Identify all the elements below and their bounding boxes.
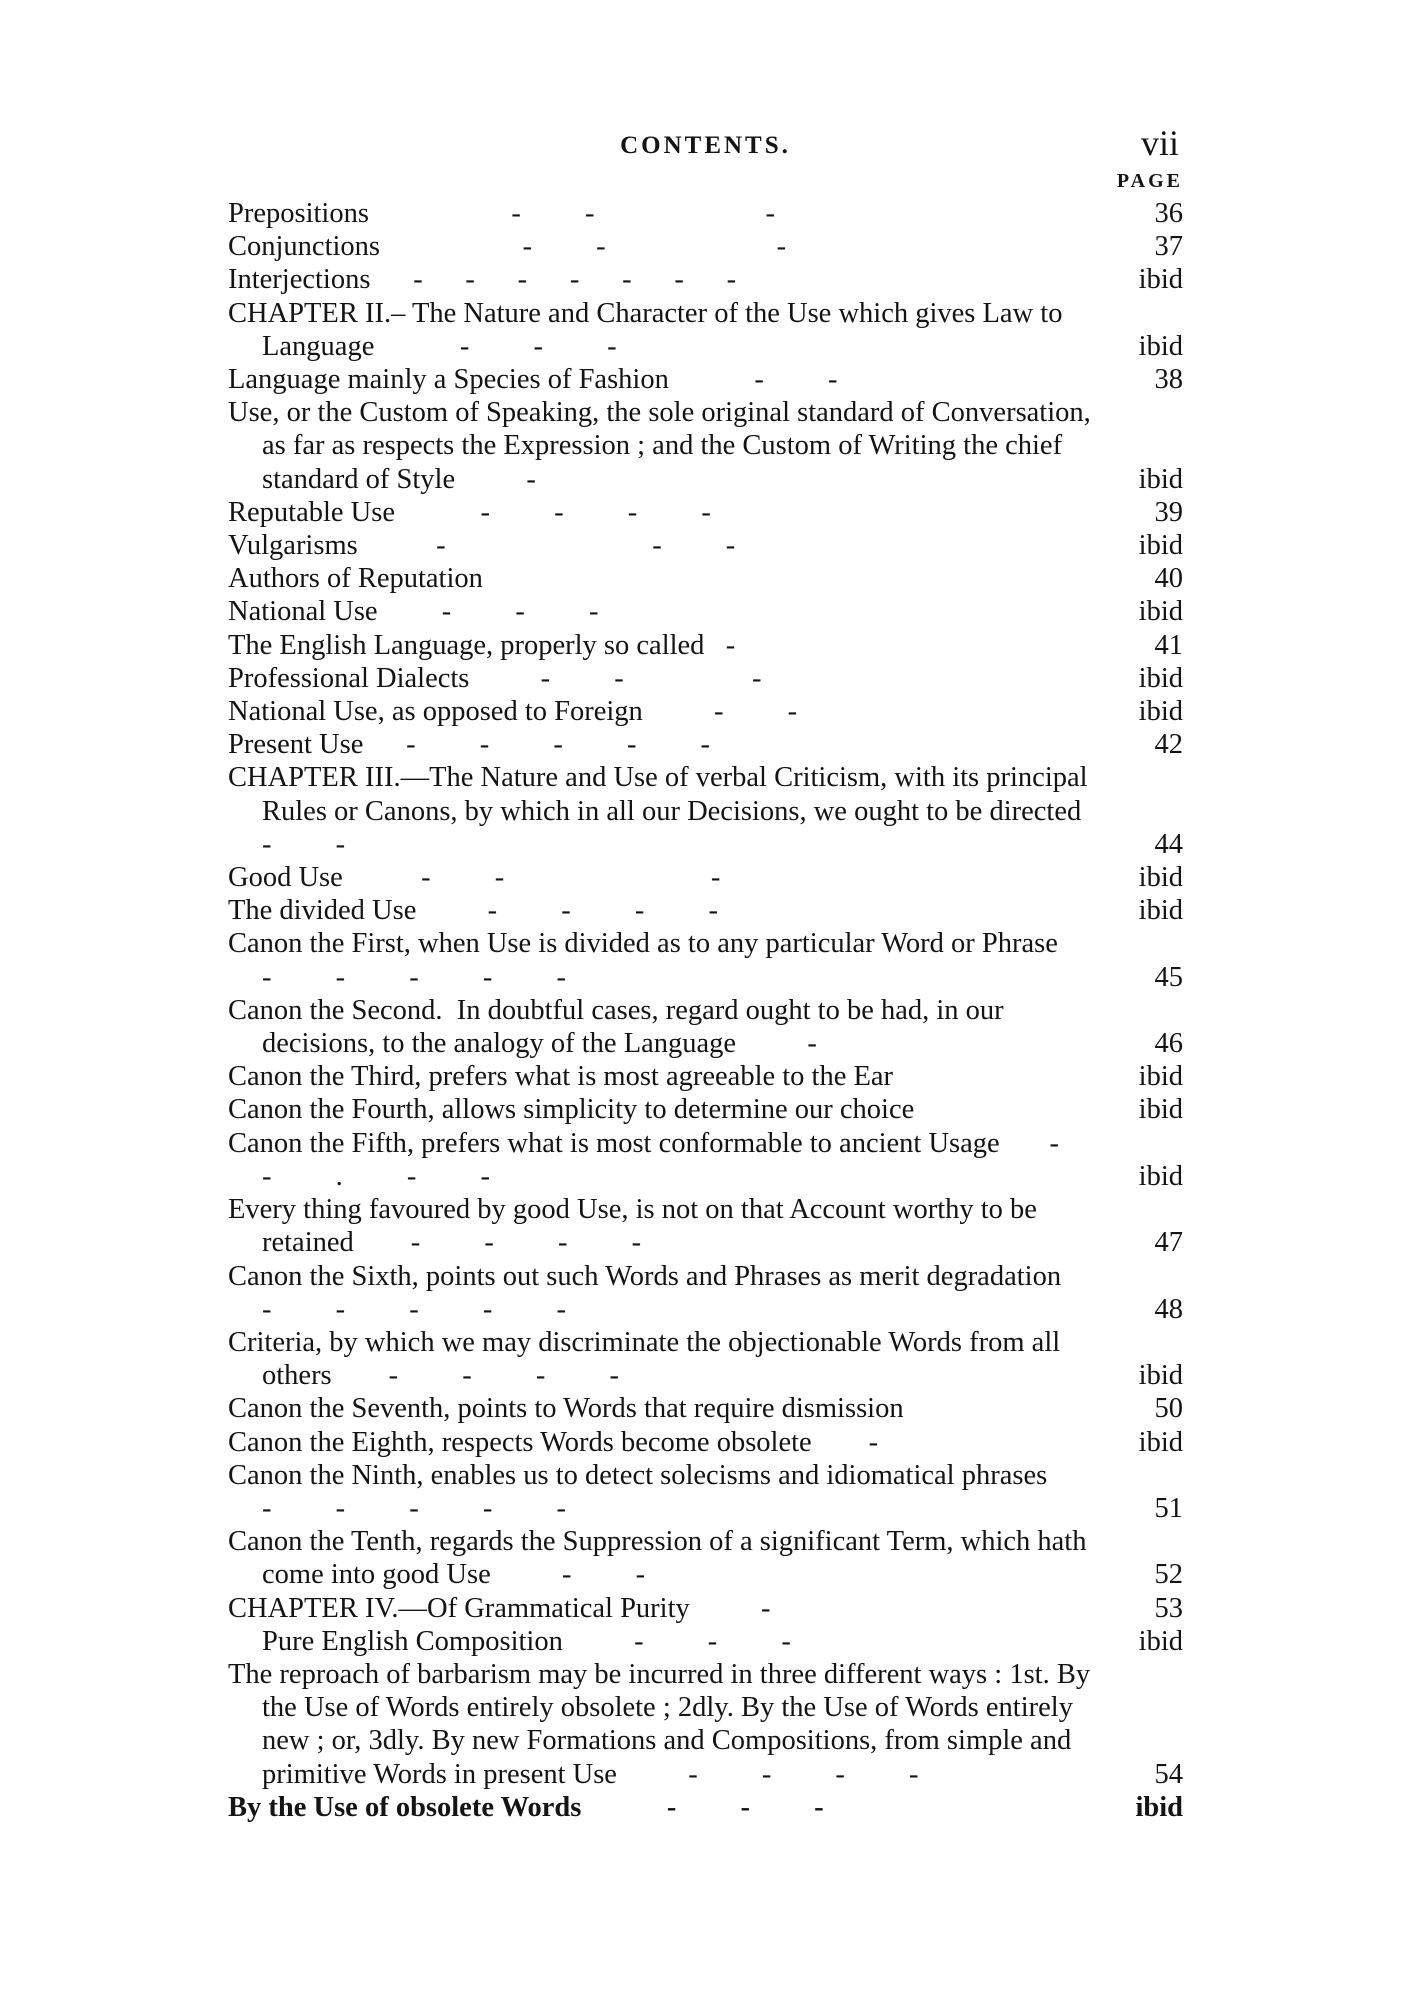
toc-entry-title: Canon the Third, prefers what is most agreeable to the Ear: [228, 1061, 894, 1093]
toc-entry-title: The divided Use - - - -: [228, 895, 718, 927]
toc-entry-title: The reproach of barbarism may be incurred in three different ways : 1st. By the Use of Words entirely obsolete ; 2dly. By the Use of Words entirely new ; or, 3dly. By new Formations and Compositions, from simple and primitive Words in present Use - - - -: [228, 1658, 1098, 1790]
toc-entry-page: 48: [1154, 1293, 1183, 1325]
toc-entry-title: CHAPTER III.—The Nature and Use of verbal Criticism, with its principal Rules or Canons, by which in all our Decisions, we ought to be directed - -: [228, 762, 1174, 860]
toc-entry: [228, 1093, 1183, 1126]
toc-entry-title: Conjunctions - - -: [228, 231, 787, 263]
toc-entry-page: ibid: [1135, 1791, 1183, 1823]
page-column-label: PAGE: [1116, 170, 1183, 192]
toc-entry: [228, 1193, 1183, 1259]
toc-entry-title: By the Use of obsolete Words - - -: [228, 1791, 824, 1823]
toc-entry: [228, 562, 1183, 595]
toc-entry-page: 38: [1154, 364, 1183, 396]
toc-entry: [228, 662, 1183, 695]
toc-entry-page: ibid: [1138, 696, 1183, 728]
toc-entry-title: Interjections - - - - - - -: [228, 264, 737, 296]
toc-entry-page: 45: [1154, 961, 1183, 993]
toc-entry-title: Canon the First, when Use is divided as to any particular Word or Phrase - - - - -: [228, 928, 1115, 993]
toc-entry-page: ibid: [1138, 1625, 1183, 1657]
toc-entry: [228, 595, 1183, 628]
toc-entry-title: Professional Dialects - - -: [228, 662, 762, 694]
toc-entry-page: 53: [1154, 1592, 1183, 1624]
toc-entry-title: Vulgarisms - - -: [228, 530, 736, 562]
toc-entry-title: Canon the Second. In doubtful cases, regard ought to be had, in our decisions, to the analogy of the Language -: [228, 994, 1011, 1060]
toc-entry: [228, 695, 1183, 728]
toc-entry-page: ibid: [1138, 895, 1183, 927]
toc-entry: [228, 1791, 1183, 1824]
toc-entry: [228, 1060, 1183, 1093]
toc-entry-page: 39: [1154, 496, 1183, 528]
toc-entry: [228, 1592, 1183, 1625]
toc-entry: [228, 1625, 1183, 1658]
running-title: CONTENTS.: [620, 132, 791, 159]
toc-entry-page: ibid: [1138, 1160, 1183, 1192]
toc-entry: [228, 263, 1183, 296]
toc-entry: [228, 1326, 1183, 1392]
toc-entry-title: Authors of Reputation: [228, 563, 483, 595]
toc-entry-page: ibid: [1138, 463, 1183, 495]
toc-entry-title: Pure English Composition - - -: [262, 1625, 791, 1657]
toc-entry-page: ibid: [1138, 1061, 1183, 1093]
toc-entry: [228, 297, 1183, 363]
toc-entry: [228, 1260, 1183, 1326]
toc-entry-title: National Use - - -: [228, 596, 599, 628]
toc-entry-page: ibid: [1138, 1426, 1183, 1458]
toc-entry: [228, 197, 1183, 230]
toc-entry-page: 36: [1154, 198, 1183, 229]
toc-entry: [228, 496, 1183, 529]
toc-entry-title: Canon the Seventh, points to Words that require dismission: [228, 1393, 904, 1425]
toc-entry: [228, 1127, 1183, 1193]
toc-entry-title: Canon the Fifth, prefers what is most conformable to ancient Usage - - . - -: [228, 1127, 1124, 1192]
toc-entry-title: Canon the Eighth, respects Words become obsolete -: [228, 1426, 879, 1458]
toc-entry-page: 47: [1154, 1227, 1183, 1259]
toc-entry: [228, 1658, 1183, 1791]
page-number: vii: [1140, 123, 1179, 163]
toc-entry: [228, 1426, 1183, 1459]
toc-entry-title: Canon the Tenth, regards the Suppression of a significant Term, which hath come into good Use - -: [228, 1526, 1094, 1591]
toc-entry-title: CHAPTER IV.—Of Grammatical Purity -: [228, 1592, 771, 1624]
toc-entry-title: Canon the Fourth, allows simplicity to determine our choice: [228, 1094, 915, 1126]
toc-entry: [228, 728, 1183, 761]
toc-entry-title: CHAPTER II.– The Nature and Character of the Use which gives Law to Language - - -: [228, 297, 1070, 362]
table-of-contents: [228, 197, 1183, 1824]
toc-entry-title: Use, or the Custom of Speaking, the sole original standard of Conversation, as far as respects the Expression ; and the Custom of Writing the chief standard of Style -: [228, 397, 1098, 495]
toc-entry-title: The English Language, properly so called -: [228, 629, 736, 661]
toc-entry-title: Good Use - - -: [228, 862, 721, 894]
toc-entry-page: 42: [1154, 729, 1183, 761]
toc-entry-page: ibid: [1138, 530, 1183, 562]
toc-entry: [228, 629, 1183, 662]
toc-entry-title: Present Use - - - - -: [228, 729, 711, 761]
toc-entry-page: 46: [1154, 1028, 1183, 1060]
toc-entry-page: ibid: [1138, 1094, 1183, 1126]
toc-entry: [228, 230, 1183, 263]
toc-entry: [228, 994, 1183, 1060]
toc-entry: [228, 396, 1183, 496]
toc-entry-title: Prepositions - - -: [228, 198, 776, 229]
toc-entry-title: Criteria, by which we may discriminate the objectionable Words from all others - - - -: [228, 1326, 1068, 1392]
toc-entry-page: 44: [1154, 828, 1183, 860]
toc-entry: [228, 1392, 1183, 1425]
toc-entry-page: 52: [1154, 1559, 1183, 1591]
toc-entry-page: ibid: [1138, 330, 1183, 362]
toc-entry-page: ibid: [1138, 264, 1183, 296]
toc-entry-page: 40: [1154, 563, 1183, 595]
page-header: [228, 123, 1183, 192]
toc-entry-page: 41: [1154, 629, 1183, 661]
toc-entry-title: Every thing favoured by good Use, is not on that Account worthy to be retained - - - -: [228, 1194, 1045, 1259]
toc-entry-title: Language mainly a Species of Fashion - -: [228, 364, 838, 396]
toc-entry-page: ibid: [1138, 662, 1183, 694]
toc-entry-page: ibid: [1138, 862, 1183, 894]
toc-entry-title: Reputable Use - - - -: [228, 496, 711, 528]
toc-entry-page: 51: [1154, 1492, 1183, 1524]
toc-entry: [228, 1525, 1183, 1591]
toc-entry-title: Canon the Sixth, points out such Words and Phrases as merit degradation - - - - -: [228, 1260, 1119, 1325]
toc-entry-page: 54: [1154, 1758, 1183, 1790]
toc-entry-page: ibid: [1138, 1360, 1183, 1392]
toc-entry-title: Canon the Ninth, enables us to detect solecisms and idiomatical phrases - - - - -: [228, 1459, 1105, 1524]
toc-entry: [228, 1459, 1183, 1525]
toc-entry: [228, 894, 1183, 927]
toc-entry-page: ibid: [1138, 596, 1183, 628]
toc-entry: [228, 761, 1183, 861]
toc-entry-title: National Use, as opposed to Foreign - -: [228, 696, 798, 728]
toc-entry: [228, 861, 1183, 894]
toc-entry: [228, 927, 1183, 993]
toc-entry: [228, 529, 1183, 562]
toc-entry-page: 37: [1154, 231, 1183, 263]
toc-entry-page: 50: [1154, 1393, 1183, 1425]
toc-entry: [228, 363, 1183, 396]
